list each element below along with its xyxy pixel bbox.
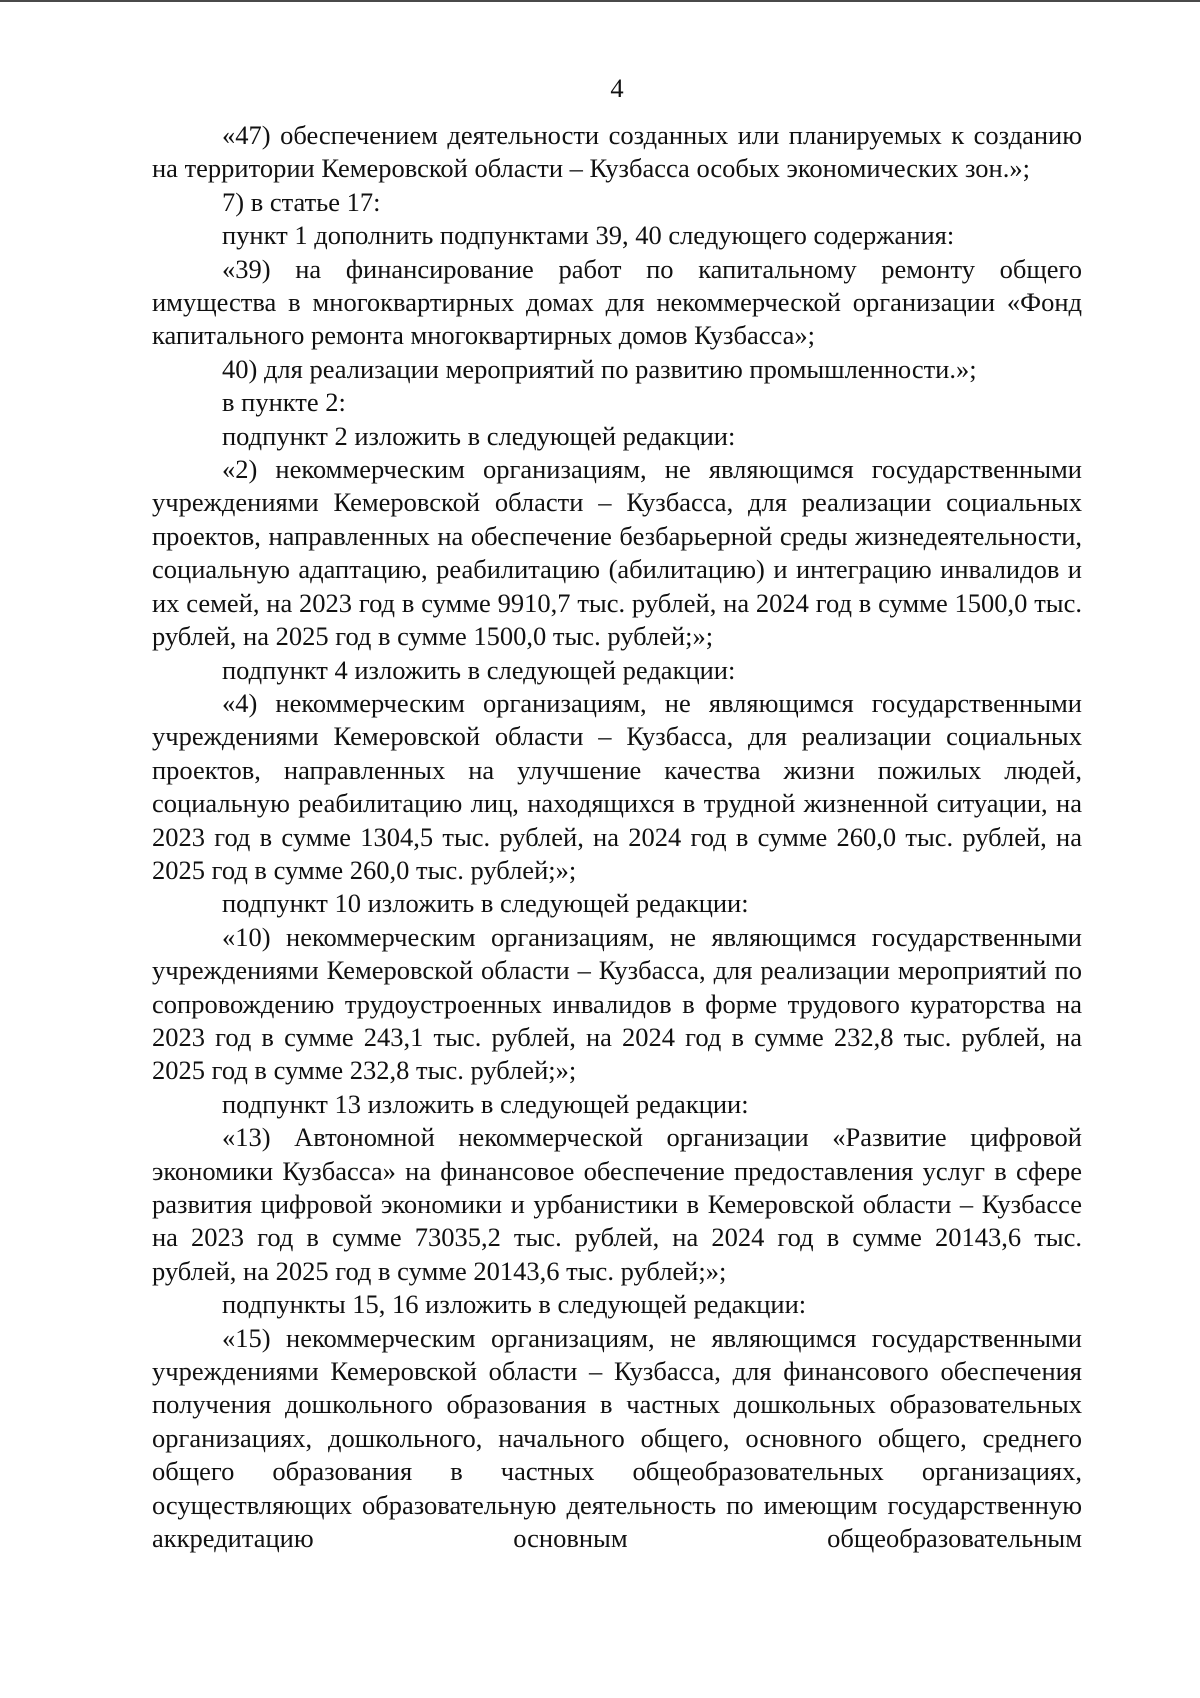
paragraph-subpoint-13-intro: подпункт 13 изложить в следующей редакции: (222, 1088, 749, 1119)
page-number: 4 (610, 73, 624, 103)
paragraph-subpoint-15-text: «15) некоммерческим организациям, не являющимся государственными учреждениями Кемеровской области – Кузбасса, для финансового обеспечения получения дошкольного образования в частных дошкольных образовательных организациях, дошкольного, начального общего, основного общего, среднего общего образования в частных общеобразовательных организациях, осуществляющих образовательную деятельность по имеющим государственную аккредитацию основным общеобразовательным (152, 1322, 1082, 1554)
paragraph-subpoint-2-text: «2) некоммерческим организациям, не являющимся государственными учреждениями Кемеровской области – Кузбасса, для реализации социальных проектов, направленных на обеспечение безбарьерной среды жизнедеятельности, социальную адаптацию, реабилитацию (абилитацию) и интеграцию инвалидов и их семей, на 2023 год в сумме 9910,7 тыс. рублей, на 2024 год в сумме 1500,0 тыс. рублей, на 2025 год в сумме 1500,0 тыс. рублей;»; (152, 454, 1082, 652)
paragraph-40: 40) для реализации мероприятий по развитию промышленности.»; (222, 353, 977, 384)
paragraph-point-2-intro: в пункте 2: (222, 387, 346, 418)
document-page (152, 72, 1082, 1555)
paragraph-point-1-intro: пункт 1 дополнить подпунктами 39, 40 следующего содержания: (222, 220, 955, 251)
paragraph-47: «47) обеспечением деятельности созданных или планируемых к созданию на территории Кемеровской области – Кузбасса особых экономических зон.»; (152, 120, 1082, 184)
paragraph-subpoints-15-16-intro: подпункты 15, 16 изложить в следующей редакции: (222, 1289, 807, 1320)
paragraph-39: «39) на финансирование работ по капитальному ремонту общего имущества в многоквартирных домах для некоммерческой организации «Фонд капитального ремонта многоквартирных домов Кузбасса»; (152, 253, 1082, 351)
scan-top-edge (0, 0, 1200, 2)
paragraph-item-7: 7) в статье 17: (222, 186, 381, 217)
paragraph-subpoint-4-intro: подпункт 4 изложить в следующей редакции: (222, 654, 736, 685)
paragraph-subpoint-13-text: «13) Автономной некоммерческой организации «Развитие цифровой экономики Кузбасса» на финансовое обеспечение предоставления услуг в сфере развития цифровой экономики и урбанистики в Кемеровской области – Кузбассе на 2023 год в сумме 73035,2 тыс. рублей, на 2024 год в сумме 20143,6 тыс. рублей, на 2025 год в сумме 20143,6 тыс. рублей;»; (152, 1122, 1082, 1286)
paragraph-subpoint-10-text: «10) некоммерческим организациям, не являющимся государственными учреждениями Кемеровской области – Кузбасса, для реализации мероприятий по сопровождению трудоустроенных инвалидов в форме трудового кураторства на 2023 год в сумме 243,1 тыс. рублей, на 2024 год в сумме 232,8 тыс. рублей, на 2025 год в сумме 232,8 тыс. рублей;»; (152, 921, 1082, 1086)
paragraph-subpoint-2-intro: подпункт 2 изложить в следующей редакции: (222, 420, 736, 451)
paragraph-subpoint-10-intro: подпункт 10 изложить в следующей редакции: (222, 888, 749, 919)
paragraph-subpoint-4-text: «4) некоммерческим организациям, не являющимся государственными учреждениями Кемеровской области – Кузбасса, для реализации социальных проектов, направленных на улучшение качества жизни пожилых людей, социальную реабилитацию лиц, находящихся в трудной жизненной ситуации, на 2023 год в сумме 1304,5 тыс. рублей, на 2024 год в сумме 260,0 тыс. рублей, на 2025 год в сумме 260,0 тыс. рублей;»; (152, 687, 1082, 885)
